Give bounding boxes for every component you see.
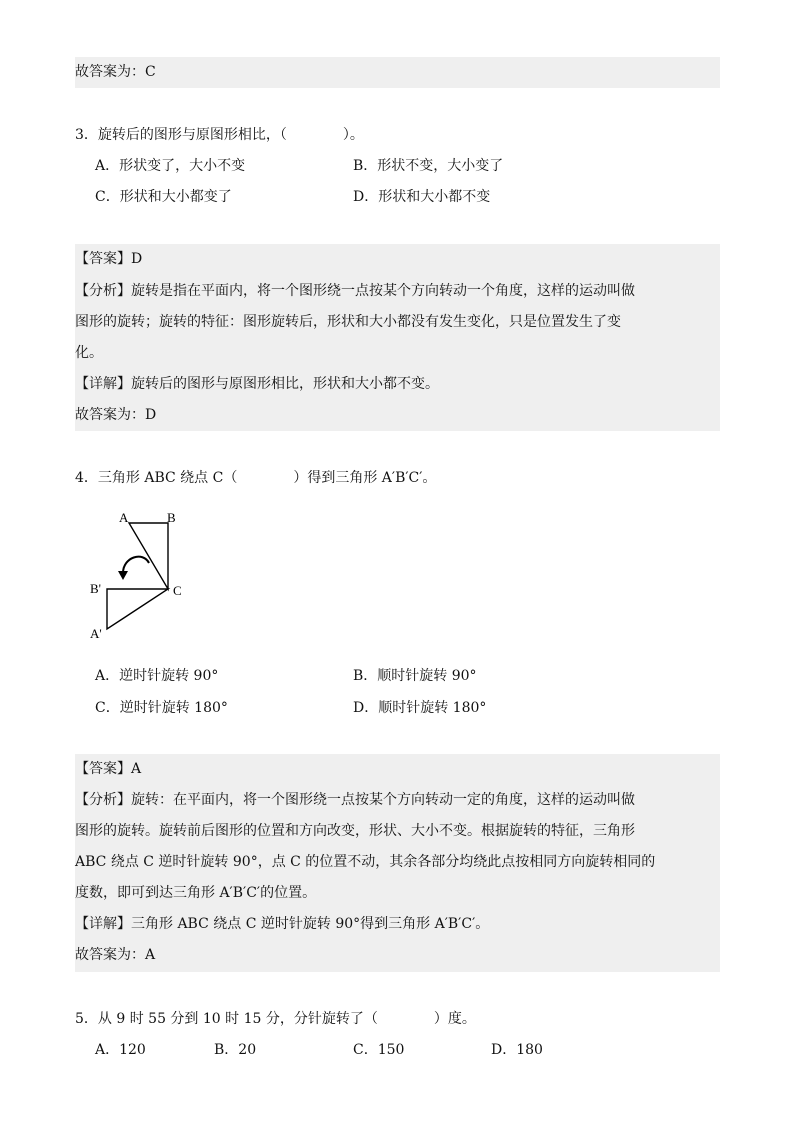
question-5-stem: 5．从 9 时 55 分到 10 时 15 分，分针旋转了（ ）度。 bbox=[75, 1011, 476, 1027]
detail-tag: 【详解】 bbox=[75, 916, 131, 932]
answer-box-q2 bbox=[75, 57, 720, 88]
q3-option-b: B．形状不变，大小变了 bbox=[353, 158, 504, 174]
q4-option-a: A．逆时针旋转 90° bbox=[95, 668, 219, 684]
q4-option-d: D．顺时针旋转 180° bbox=[353, 700, 487, 716]
q3-analysis-line-3: 化。 bbox=[75, 345, 103, 361]
q5-option-b: B．20 bbox=[214, 1042, 257, 1058]
label-a-prime: A' bbox=[90, 626, 102, 641]
q4-analysis-line-3: ABC 绕点 C 逆时针旋转 90°，点 C 的位置不动，其余各部分均绕此点按相同方向旋转相同的 bbox=[75, 854, 656, 870]
rotation-arrow-head bbox=[118, 571, 128, 580]
final-answer-q2: 故答案为：C bbox=[75, 64, 156, 80]
q3-option-a: A．形状变了，大小不变 bbox=[95, 158, 246, 174]
q3-option-d: D．形状和大小都不变 bbox=[353, 189, 491, 205]
label-a: A bbox=[119, 510, 129, 525]
q3-analysis-line-1 bbox=[75, 276, 635, 307]
q4-option-c: C．逆时针旋转 180° bbox=[95, 700, 228, 716]
triangle-abc bbox=[129, 523, 168, 589]
rotation-figure bbox=[85, 505, 205, 645]
detail-text: 旋转后的图形与原图形相比，形状和大小都不变。 bbox=[131, 376, 439, 392]
final-answer-q3: 故答案为：D bbox=[75, 407, 157, 423]
q3-detail-line bbox=[75, 369, 439, 400]
detail-text: 三角形 ABC 绕点 C 逆时针旋转 90°得到三角形 A′B′C′。 bbox=[131, 916, 490, 932]
label-b: B bbox=[167, 510, 176, 525]
q4-answer-line bbox=[75, 754, 141, 785]
q3-option-c: C．形状和大小都变了 bbox=[95, 189, 232, 205]
q5-option-a: A．120 bbox=[95, 1042, 146, 1058]
analysis-tag: 【分析】 bbox=[75, 792, 131, 808]
answer-tag: 【答案】 bbox=[75, 251, 131, 267]
answer-value: A bbox=[131, 761, 142, 777]
q3-answer-line bbox=[75, 244, 142, 275]
triangle-a-prime-b-prime-c bbox=[107, 589, 168, 629]
label-b-prime: B' bbox=[90, 581, 102, 596]
question-3-stem: 3．旋转后的图形与原图形相比，（ ）。 bbox=[75, 127, 364, 143]
q5-option-c: C．150 bbox=[353, 1042, 405, 1058]
analysis-tag: 【分析】 bbox=[75, 283, 131, 299]
q4-detail-line bbox=[75, 909, 489, 940]
final-answer-q4: 故答案为：A bbox=[75, 947, 156, 963]
rotation-arrow-arc bbox=[123, 557, 149, 573]
analysis-text: 旋转：在平面内，将一个图形绕一点按某个方向转动一定的角度，这样的运动叫做 bbox=[131, 792, 635, 808]
label-c: C bbox=[173, 583, 182, 598]
q4-analysis-line-4: 度数，即可到达三角形 A′B′C′的位置。 bbox=[75, 885, 317, 901]
q3-analysis-line-2: 图形的旋转；旋转的特征：图形旋转后，形状和大小都没有发生变化，只是位置发生了变 bbox=[75, 314, 621, 330]
answer-value: D bbox=[131, 251, 143, 267]
question-4-stem: 4．三角形 ABC 绕点 C（ ）得到三角形 A′B′C′。 bbox=[75, 470, 437, 486]
q4-option-b: B．顺时针旋转 90° bbox=[353, 668, 477, 684]
detail-tag: 【详解】 bbox=[75, 376, 131, 392]
q4-analysis-line-1 bbox=[75, 785, 635, 816]
q5-option-d: D．180 bbox=[491, 1042, 543, 1058]
answer-tag: 【答案】 bbox=[75, 761, 131, 777]
analysis-text: 旋转是指在平面内，将一个图形绕一点按某个方向转动一个角度，这样的运动叫做 bbox=[131, 283, 635, 299]
q4-analysis-line-2: 图形的旋转。旋转前后图形的位置和方向改变，形状、大小不变。根据旋转的特征，三角形 bbox=[75, 823, 635, 839]
